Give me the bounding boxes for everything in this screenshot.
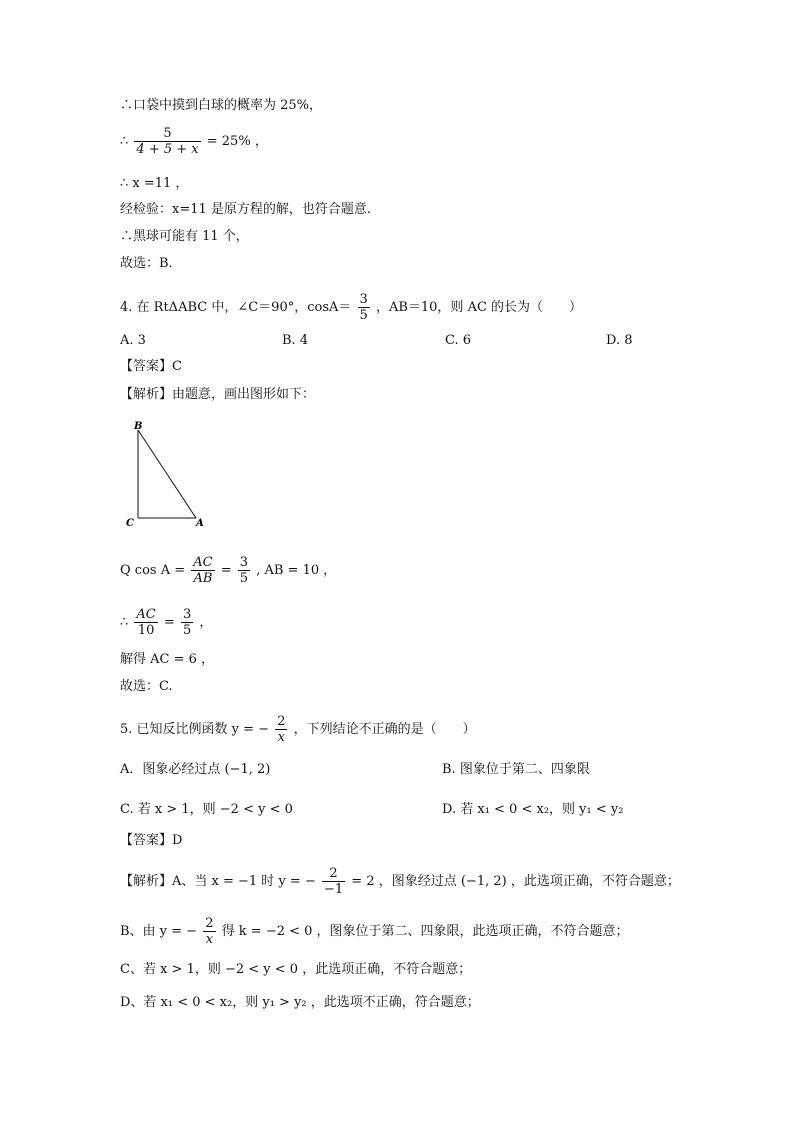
fraction-numerator: 5 <box>163 126 172 141</box>
equals-sign: = <box>163 615 175 630</box>
fraction <box>275 714 287 745</box>
equation-line <box>120 126 268 157</box>
text-line: 经检验：x=11 是原方程的解，也符合题意. <box>120 202 372 217</box>
fraction-numerator: 3 <box>182 607 192 622</box>
fraction-numerator: 3 <box>239 555 249 570</box>
text-line: ∴口袋中摸到白球的概率为 25%， <box>120 98 323 113</box>
fraction-denominator: 5 <box>239 571 249 586</box>
solution-line <box>120 555 336 586</box>
vertex-label-b: B <box>134 421 143 432</box>
side-ab <box>138 430 196 518</box>
text-line: 故选：B． <box>120 256 182 271</box>
solution-part: , AB = 10 ， <box>256 563 337 578</box>
fraction-denominator: x <box>275 729 287 745</box>
equals-sign: = <box>220 563 232 578</box>
fraction-numerator: 2 <box>205 916 214 931</box>
stem-part: 4. 在 RtΔABC 中，∠C＝90°，cosA＝ <box>120 300 352 315</box>
fraction-denominator: 4 + 5 + x <box>136 142 199 157</box>
question-4-stem <box>120 292 582 323</box>
option-b: B. 4 <box>282 333 309 348</box>
answer-label: 【答案】C <box>120 359 182 374</box>
fraction-numerator: AC <box>193 555 213 570</box>
solution-line: 故选：C. <box>120 679 173 694</box>
fraction <box>181 607 193 638</box>
stem-part: 5. 已知反比例函数 y = − <box>120 722 270 737</box>
text-line: ∴ x =11 ， <box>120 176 189 191</box>
stem-part: ，下列结论不正确的是（ ） <box>293 722 476 737</box>
solution-part: ， <box>199 615 213 630</box>
fraction-numerator: 2 <box>277 714 286 729</box>
fraction-numerator: 2 <box>329 866 338 881</box>
fraction-denominator: AB <box>191 570 214 586</box>
fraction-numerator: 3 <box>359 292 368 307</box>
analysis-part: 【解析】A、当 x = −1 时 y = − <box>120 874 316 889</box>
fraction <box>203 916 215 947</box>
analysis-line-c: C、若 x > 1，则 −2 < y < 0 ，此选项正确，不符合题意； <box>120 962 472 977</box>
vertex-label-c: C <box>126 518 134 529</box>
fraction-denominator: −1 <box>323 882 344 897</box>
solution-part: Q cos A = <box>120 563 186 578</box>
option-c: C. 6 <box>445 333 472 348</box>
therefore-symbol: ∴ <box>120 134 129 149</box>
fraction <box>134 607 157 638</box>
therefore-symbol: ∴ <box>120 615 129 630</box>
analysis-label: 【解析】由题意，画出图形如下： <box>120 387 316 402</box>
text-line: ∴黑球可能有 11 个， <box>120 229 249 244</box>
analysis-line-a <box>120 866 680 897</box>
equation-rest: = 25% ， <box>206 134 268 149</box>
solution-line: 解得 AC = 6 ， <box>120 652 215 667</box>
option-c: C. 若 x > 1，则 −2 < y < 0 <box>120 802 293 817</box>
option-d: D. 8 <box>606 333 633 348</box>
analysis-part: 得 k = −2 < 0 ，图象位于第二、四象限，此选项正确，不符合题意； <box>221 924 629 939</box>
answer-label: 【答案】D <box>120 833 183 848</box>
option-d: D. 若 x₁ < 0 < x₂，则 y₁ < y₂ <box>442 802 624 817</box>
fraction-denominator: 5 <box>182 623 192 638</box>
vertex-label-a: A <box>196 518 204 529</box>
analysis-part: B、由 y = − <box>120 924 198 939</box>
analysis-part: = 2 ，图象经过点 (−1, 2) ，此选项正确，不符合题意； <box>351 874 680 889</box>
fraction <box>358 292 370 323</box>
option-a: A．图象必经过点 (−1, 2) <box>120 762 271 777</box>
fraction <box>134 126 200 157</box>
option-a: A. 3 <box>120 333 146 348</box>
option-b: B. 图象位于第二、四象限 <box>442 762 590 777</box>
analysis-line-d: D、若 x₁ < 0 < x₂，则 y₁ > y₂ ，此选项不正确，符合题意； <box>120 995 480 1010</box>
stem-part: ，AB＝10，则 AC 的长为（ ） <box>375 300 583 315</box>
fraction <box>191 555 214 586</box>
fraction-numerator: AC <box>136 607 156 622</box>
fraction <box>238 555 250 586</box>
analysis-line-b <box>120 916 629 947</box>
triangle-figure <box>120 418 220 533</box>
fraction <box>322 866 345 897</box>
solution-line <box>120 607 212 638</box>
fraction-denominator: 5 <box>359 308 368 323</box>
question-5-stem <box>120 714 476 745</box>
fraction-denominator: 10 <box>134 622 157 638</box>
fraction-denominator: x <box>203 931 215 947</box>
